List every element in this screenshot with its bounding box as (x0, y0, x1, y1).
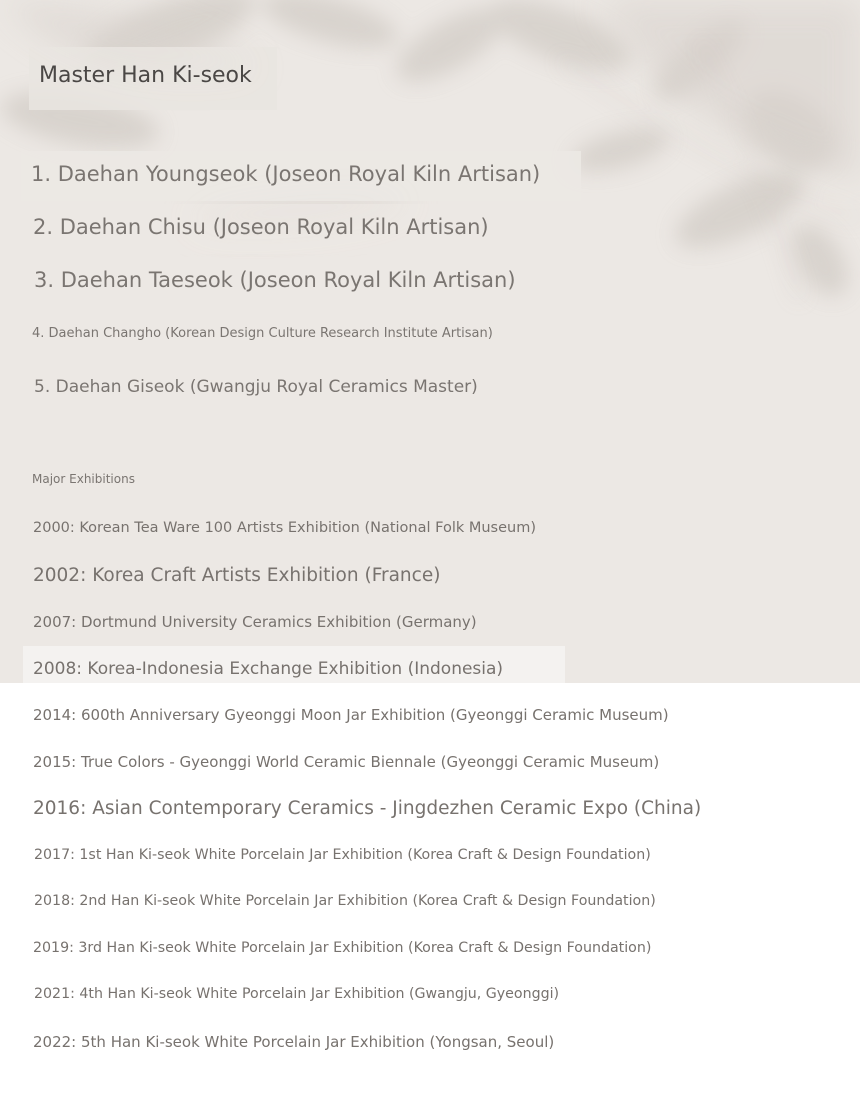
lineage-item-label: 3. Daehan Taeseok (Joseon Royal Kiln Artisan) (34, 268, 516, 292)
exhibition-item: 2008: Korea-Indonesia Exchange Exhibition (Indonesia) (33, 659, 504, 679)
exhibition-item: 2021: 4th Han Ki-seok White Porcelain Jar Exhibition (Gwangju, Gyeonggi) (34, 986, 560, 1002)
lineage-item-label: 2. Daehan Chisu (Joseon Royal Kiln Artisan) (33, 215, 489, 239)
lineage-item-label: 4. Daehan Changho (Korean Design Culture Research Institute Artisan) (32, 326, 493, 341)
exhibition-item: 2015: True Colors - Gyeonggi World Ceramic Biennale (Gyeonggi Ceramic Museum) (33, 753, 660, 771)
lineage-item (23, 204, 523, 254)
exhibition-item: 2014: 600th Anniversary Gyeonggi Moon Jar Exhibition (Gyeonggi Ceramic Museum) (33, 706, 669, 724)
exhibition-item: 2016: Asian Contemporary Ceramics - Jingdezhen Ceramic Expo (China) (33, 798, 702, 819)
lineage-item (21, 151, 581, 201)
exhibition-item: 2002: Korea Craft Artists Exhibition (France) (33, 565, 441, 586)
page-title: Master Han Ki-seok (39, 63, 252, 88)
lineage-item (24, 257, 554, 307)
exhibition-item: 2000: Korean Tea Ware 100 Artists Exhibition (National Folk Museum) (33, 520, 537, 536)
exhibition-item: 2017: 1st Han Ki-seok White Porcelain Jar Exhibition (Korea Craft & Design Foundation) (34, 847, 651, 863)
lineage-item-label: 5. Daehan Giseok (Gwangju Royal Ceramics Master) (34, 377, 478, 397)
exhibition-item: 2019: 3rd Han Ki-seok White Porcelain Jar Exhibition (Korea Craft & Design Foundation) (33, 940, 652, 956)
lineage-item-label: 1. Daehan Youngseok (Joseon Royal Kiln Artisan) (31, 162, 541, 186)
exhibition-item: 2018: 2nd Han Ki-seok White Porcelain Jar Exhibition (Korea Craft & Design Foundation) (34, 893, 656, 909)
exhibition-item: 2022: 5th Han Ki-seok White Porcelain Jar Exhibition (Yongsan, Seoul) (33, 1033, 555, 1051)
exhibitions-heading: Major Exhibitions (32, 472, 135, 486)
exhibition-item: 2007: Dortmund University Ceramics Exhibition (Germany) (33, 613, 477, 631)
